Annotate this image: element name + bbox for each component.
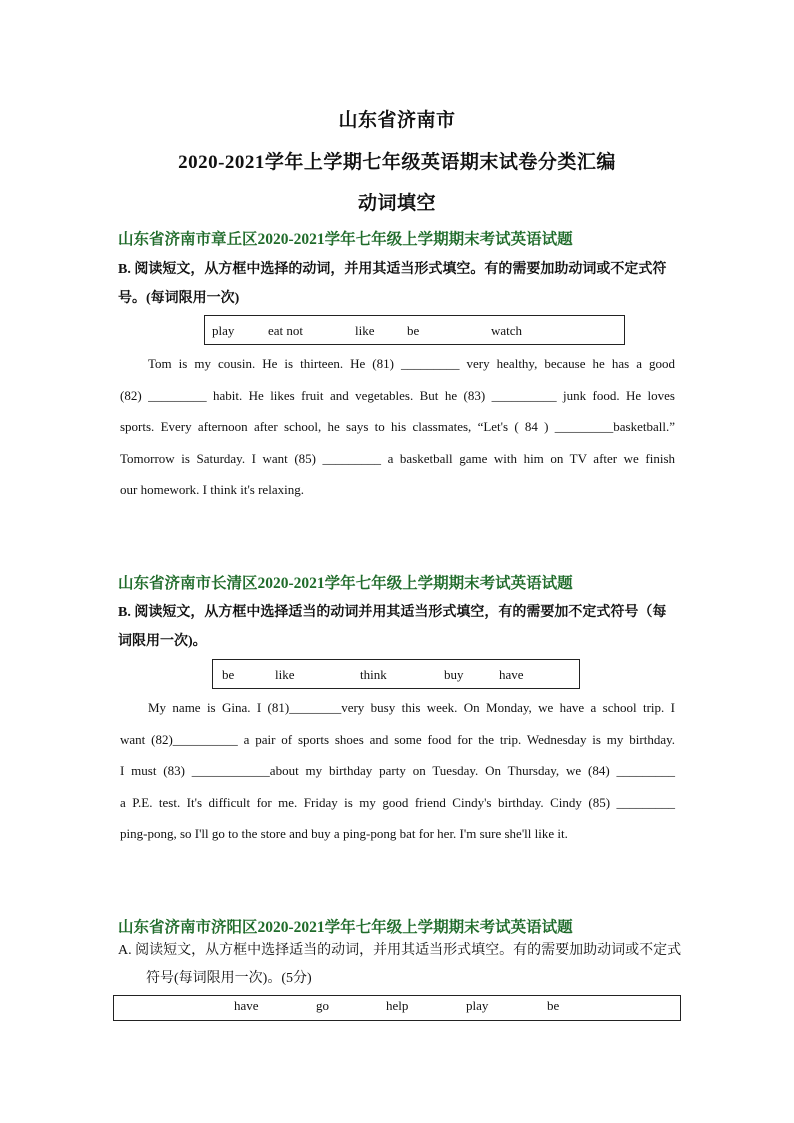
passage-line: sports. Every afternoon after school, he says to his classmates, “Let's ( 84 ) _________basketball.” [120, 419, 675, 434]
word-bank-item: help [386, 998, 409, 1013]
passage-line: I must (83) ____________about my birthday party on Tuesday. On Thursday, we (84) _________ [120, 763, 675, 778]
section2-instruction-line1: B. 阅读短文，从方框中选择适当的动词并用其适当形式填空，有的需要加不定式符号（每 [118, 605, 667, 620]
word-bank-item: buy [444, 667, 464, 682]
word-bank-item: be [222, 667, 235, 682]
word-bank-item: be [407, 323, 420, 338]
section3-heading: 山东省济南市济阳区2020-2021学年七年级上学期期末考试英语试题 [118, 919, 573, 936]
passage-line: My name is Gina. I (81)________very busy this week. On Monday, we have a school trip. I [148, 700, 675, 715]
passage-line: our homework. I think it's relaxing. [120, 482, 304, 497]
doc-title-line2: 2020-2021学年上学期七年级英语期末试卷分类汇编 [178, 152, 616, 173]
word-bank-item: like [275, 667, 295, 682]
section3-word-box [113, 995, 681, 1021]
word-bank-item: think [360, 667, 387, 682]
section1-instruction [118, 255, 678, 313]
section2-instruction-line2: 词限用一次)。 [118, 634, 207, 649]
word-bank-item: have [499, 667, 524, 682]
passage-line: Tom is my cousin. He is thirteen. He (81) _________ very healthy, because he has a good [148, 356, 675, 371]
section1-instruction-line1: B. 阅读短文，从方框中选择的动词，并用其适当形式填空。有的需要加助动词或不定式符 [118, 262, 667, 277]
doc-title-line3: 动词填空 [357, 193, 436, 214]
word-bank-item: have [234, 998, 259, 1013]
word-bank-item: go [316, 998, 329, 1013]
word-bank-item: play [212, 323, 235, 338]
passage-line: (82) _________ habit. He likes fruit and vegetables. But he (83) __________ junk food. He loves [120, 387, 675, 403]
section2-instruction [118, 598, 678, 656]
section1-word-box [204, 315, 625, 345]
section2-passage [120, 692, 675, 850]
word-bank-item: play [466, 998, 489, 1013]
passage-line: want (82)__________ a pair of sports shoes and some food for the trip. Wednesday is my birthday. [120, 731, 675, 747]
section3-instruction-line2: 符号(每词限用一次)。(5分) [146, 971, 312, 986]
doc-title-line1: 山东省济南市 [338, 110, 456, 131]
word-bank-item: eat not [268, 323, 304, 338]
word-bank-item: like [355, 323, 375, 338]
section3-instruction [118, 937, 683, 993]
section2-heading: 山东省济南市长清区2020-2021学年七年级上学期期末考试英语试题 [118, 575, 573, 592]
section1-heading: 山东省济南市章丘区2020-2021学年七年级上学期期末考试英语试题 [118, 231, 573, 248]
passage-line: a P.E. test. It's difficult for me. Friday is my good friend Cindy's birthday. Cindy (85) _________ [120, 794, 675, 810]
word-bank-item: watch [491, 323, 523, 338]
section1-instruction-line2: 号。(每词限用一次) [118, 291, 240, 306]
section3-instruction-line1: A. 阅读短文，从方框中选择适当的动词，并用其适当形式填空。有的需要加助动词或不定式 [118, 943, 682, 958]
passage-line: Tomorrow is Saturday. I want (85) _________ a basketball game with him on TV after we finish [120, 450, 675, 466]
word-bank-item: be [547, 998, 560, 1013]
passage-line: ping-pong, so I'll go to the store and buy a ping-pong bat for her. I'm sure she'll like it. [120, 826, 568, 841]
section2-word-box [212, 659, 580, 689]
section1-passage [120, 348, 675, 506]
